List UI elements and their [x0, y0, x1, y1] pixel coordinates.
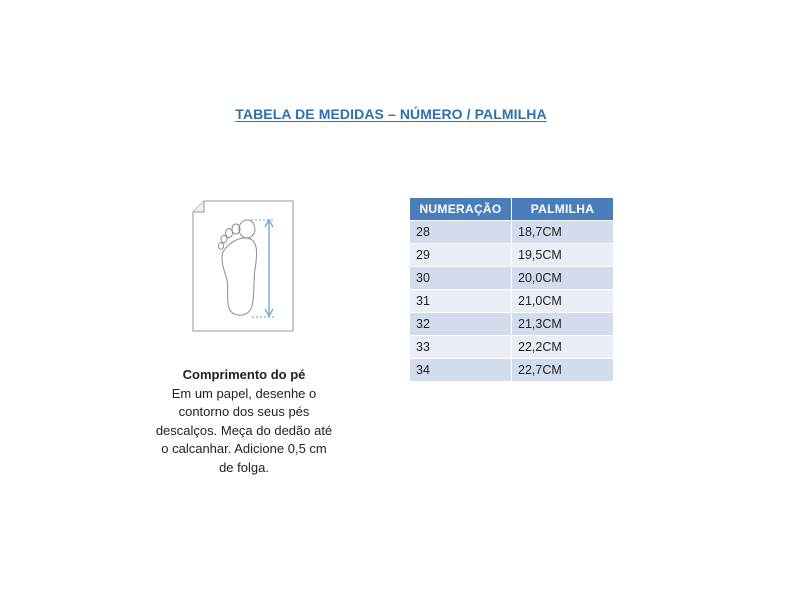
foot-outline-on-paper-icon [192, 200, 296, 333]
size-number-cell: 31 [410, 290, 512, 313]
table-row [410, 244, 613, 267]
instructions-heading: Comprimento do pé [182, 367, 306, 382]
column-header-palmilha: PALMILHA [512, 198, 614, 221]
insole-length-cell: 18,7CM [512, 221, 614, 244]
size-number-cell: 29 [410, 244, 512, 267]
table-row [410, 359, 613, 382]
table-row [410, 290, 613, 313]
instructions-line: o calcanhar. Adicione 0,5 cm [161, 441, 327, 457]
size-number-cell: 30 [410, 267, 512, 290]
table-row [410, 267, 613, 290]
size-number-cell: 33 [410, 336, 512, 359]
size-number-cell: 32 [410, 313, 512, 336]
insole-length-cell: 21,0CM [512, 290, 614, 313]
instructions-line: descalços. Meça do dedão até [155, 422, 333, 438]
insole-length-cell: 19,5CM [512, 244, 614, 267]
column-header-numeracao: NUMERAÇÃO [410, 198, 512, 221]
instructions-line: contorno dos seus pés [178, 404, 310, 420]
table-row [410, 221, 613, 244]
size-chart-table [410, 198, 613, 381]
table-row [410, 313, 613, 336]
size-number-cell: 34 [410, 359, 512, 382]
insole-length-cell: 22,2CM [512, 336, 614, 359]
instructions-line: Em um papel, desenhe o [171, 385, 317, 401]
insole-length-cell: 21,3CM [512, 313, 614, 336]
size-number-cell: 28 [410, 221, 512, 244]
foot-measure-instructions [150, 366, 338, 478]
table-row [410, 336, 613, 359]
page-title: TABELA DE MEDIDAS – NÚMERO / PALMILHA [235, 106, 547, 122]
insole-length-cell: 22,7CM [512, 359, 614, 382]
table-header-row [410, 198, 613, 221]
insole-length-cell: 20,0CM [512, 267, 614, 290]
instructions-line: de folga. [219, 459, 269, 475]
